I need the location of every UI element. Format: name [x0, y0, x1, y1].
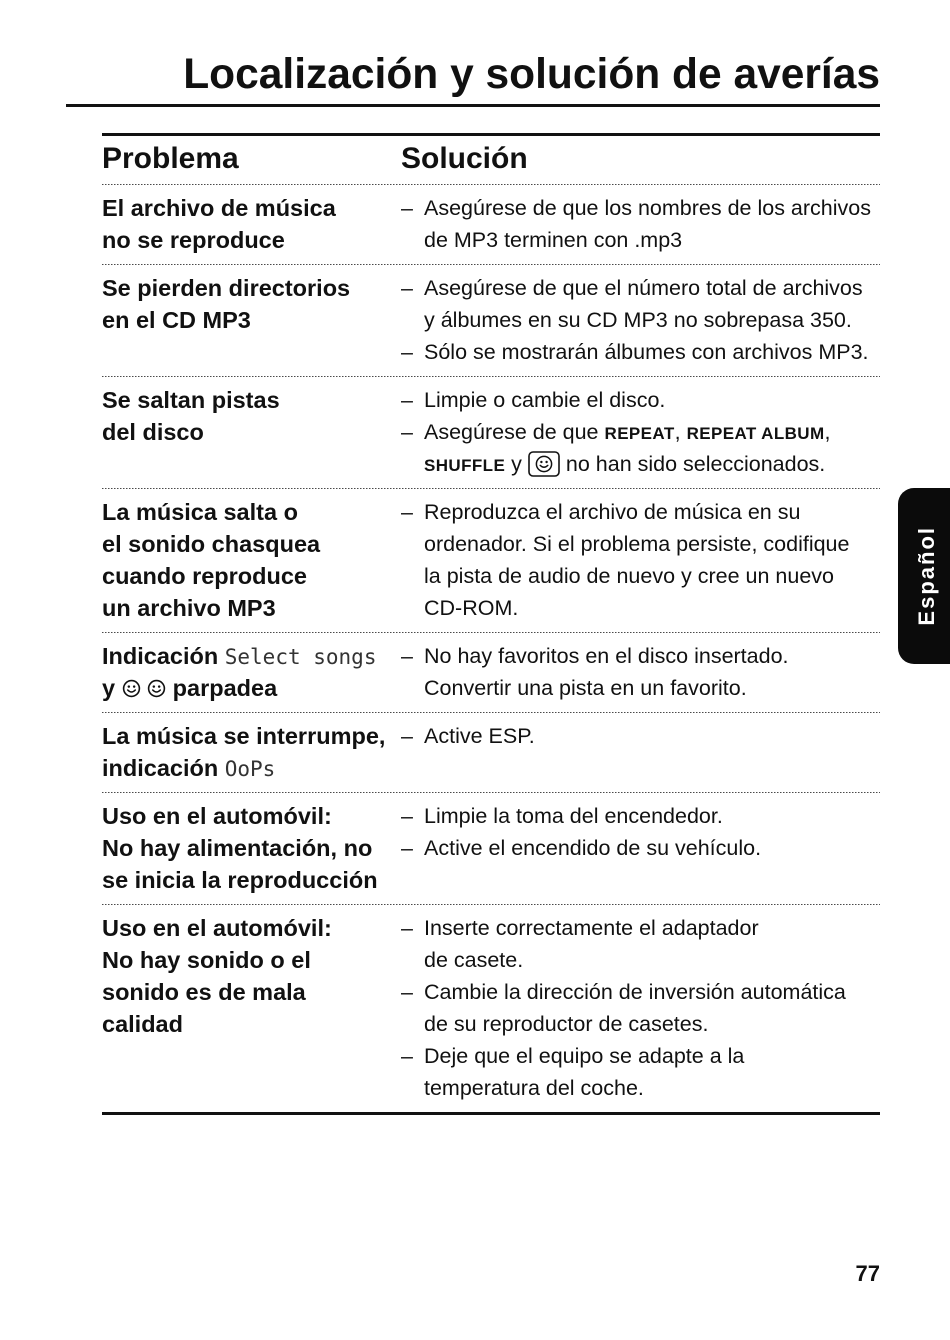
problem-text: cuando reproduce [102, 563, 308, 589]
bullet-dash: – [401, 500, 413, 524]
problem-text: Se pierden directorios [102, 275, 351, 301]
repeat-label: REPEAT [604, 424, 675, 443]
solution-item [401, 192, 880, 256]
solution-item [401, 272, 880, 336]
solution-text: Sólo se mostrarán álbumes con archivos MP3. [424, 340, 869, 364]
solution-item [401, 1040, 880, 1104]
solution-text: Deje que el equipo se adapte a la [424, 1044, 745, 1068]
problem-text: sonido es de mala [102, 979, 306, 1005]
problem-cell [102, 640, 401, 704]
problem-text: calidad [102, 1011, 183, 1037]
solution-cell [401, 720, 880, 784]
solution-text [424, 416, 880, 448]
solution-item [401, 496, 880, 624]
bullet-dash: – [401, 420, 413, 444]
solution-text: No hay favoritos en el disco insertado. [424, 644, 789, 668]
text-segment: y [511, 452, 522, 476]
problem-text [102, 752, 401, 784]
table-row [102, 264, 880, 376]
language-tab-label: Español [914, 526, 939, 626]
problem-text: del disco [102, 419, 204, 445]
problem-text: No hay sonido o el [102, 947, 311, 973]
problem-cell [102, 384, 401, 480]
page-title: Localización y solución de averías [183, 51, 880, 98]
problem-text: Se saltan pistas [102, 387, 280, 413]
solution-cell [401, 192, 880, 256]
table-bottom-rule [102, 1112, 880, 1115]
problem-text: La música se interrumpe, [102, 723, 386, 749]
bullet-dash: – [401, 724, 413, 748]
solution-item [401, 416, 880, 480]
solution-text: Limpie o cambie el disco. [424, 388, 666, 412]
bullet-dash: – [401, 388, 413, 412]
table-row [102, 712, 880, 792]
solution-text [424, 448, 880, 480]
solution-cell [401, 640, 880, 704]
problem-text: Uso en el automóvil: [102, 803, 332, 829]
solution-text: Limpie la toma del encendedor. [424, 804, 723, 828]
problem-text: en el CD MP3 [102, 307, 251, 333]
problem-text: el sonido chasquea [102, 531, 321, 557]
page-number: 77 [855, 1261, 880, 1286]
solution-text: Cambie la dirección de inversión automática [424, 980, 846, 1004]
solution-text: Active el encendido de su vehículo. [424, 836, 762, 860]
problem-cell [102, 800, 401, 896]
problem-text [102, 640, 401, 672]
smiley-icon [147, 679, 166, 698]
text-segment: no han sido seleccionados. [565, 452, 826, 476]
smiley-button-icon [528, 451, 560, 477]
solution-cell [401, 912, 880, 1104]
title-underline [66, 104, 880, 107]
problem-text [102, 672, 401, 704]
bullet-dash: – [401, 1044, 413, 1068]
problem-cell [102, 912, 401, 1104]
text-segment: Indicación [102, 643, 219, 669]
problem-cell [102, 192, 401, 256]
problem-text: La música salta o [102, 499, 298, 525]
solution-text: Asegúrese de que los nombres de los archivos [424, 196, 871, 220]
problem-text: no se reproduce [102, 227, 285, 253]
problem-text: Uso en el automóvil: [102, 915, 332, 941]
bullet-dash: – [401, 196, 413, 220]
smiley-icon [122, 679, 141, 698]
solution-text: Reproduzca el archivo de música en su [424, 500, 801, 524]
table-row [102, 792, 880, 904]
problem-cell [102, 272, 401, 368]
bullet-dash: – [401, 804, 413, 828]
table-row [102, 184, 880, 264]
solution-item [401, 832, 880, 864]
solution-cell [401, 272, 880, 368]
problem-cell [102, 720, 401, 784]
solution-text: de su reproductor de casetes. [424, 1012, 709, 1036]
solution-text: Active ESP. [424, 724, 535, 748]
solution-text: CD-ROM. [424, 596, 519, 620]
solution-text: la pista de audio de nuevo y cree un nuevo [424, 564, 834, 588]
language-tab [898, 488, 950, 664]
solution-item [401, 720, 880, 752]
solution-item [401, 912, 880, 976]
comma-separator: , [674, 420, 681, 444]
solution-cell [401, 384, 880, 480]
solution-text: Convertir una pista en un favorito. [424, 676, 747, 700]
display-readout: OoPs [224, 757, 276, 781]
solution-item [401, 384, 880, 416]
problem-text: No hay alimentación, no [102, 835, 373, 861]
solution-item [401, 640, 880, 704]
bullet-dash: – [401, 644, 413, 668]
solution-item [401, 336, 880, 368]
shuffle-label: SHUFFLE [424, 456, 506, 475]
problem-text: un archivo MP3 [102, 595, 276, 621]
text-segment: y [102, 675, 116, 701]
bullet-dash: – [401, 340, 413, 364]
text-segment: parpadea [172, 675, 278, 701]
problem-cell [102, 496, 401, 624]
solution-cell [401, 496, 880, 624]
table-row [102, 488, 880, 632]
solution-text: de MP3 terminen con .mp3 [424, 228, 683, 252]
text-segment: indicación [102, 755, 219, 781]
header-solution: Solución [401, 142, 528, 175]
solution-item [401, 800, 880, 832]
bullet-dash: – [401, 836, 413, 860]
solution-text: Inserte correctamente el adaptador [424, 916, 759, 940]
header-problem: Problema [102, 142, 239, 175]
bullet-dash: – [401, 276, 413, 300]
solution-text: y álbumes en su CD MP3 no sobrepasa 350. [424, 308, 852, 332]
table-row [102, 376, 880, 488]
display-readout: Select songs [224, 645, 377, 669]
solution-text: temperatura del coche. [424, 1076, 644, 1100]
table-header [102, 136, 880, 184]
repeat-album-label: REPEAT ALBUM [686, 424, 825, 443]
table-row [102, 632, 880, 712]
bullet-dash: – [401, 916, 413, 940]
table-row [102, 904, 880, 1112]
solution-item [401, 976, 880, 1040]
solution-text: Asegúrese de que el número total de archivos [424, 276, 863, 300]
text-segment: Asegúrese de que [424, 420, 599, 444]
bullet-dash: – [401, 980, 413, 1004]
solution-text: ordenador. Si el problema persiste, codifique [424, 532, 850, 556]
problem-text: El archivo de música [102, 195, 336, 221]
comma-separator: , [824, 420, 831, 444]
troubleshooting-table [102, 133, 880, 1115]
problem-text: se inicia la reproducción [102, 867, 378, 893]
solution-text: de casete. [424, 948, 524, 972]
solution-cell [401, 800, 880, 896]
